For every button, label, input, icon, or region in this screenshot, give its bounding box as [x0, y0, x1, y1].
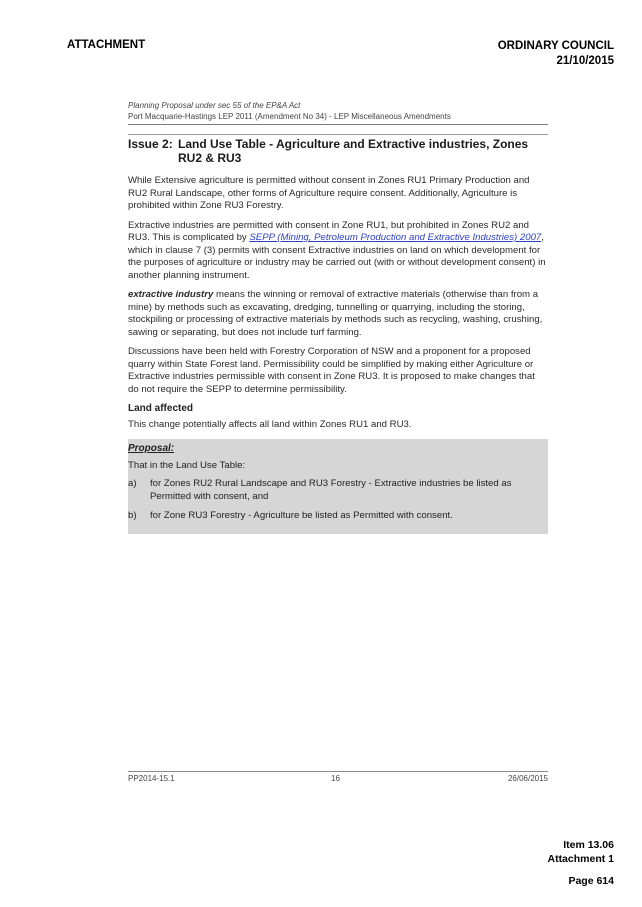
- sepp-link[interactable]: SEPP (Mining, Petroleum Production and Extractive Industries) 2007: [249, 232, 542, 243]
- proposal-item-text: for Zone RU3 Forestry - Agriculture be listed as Permitted with consent.: [150, 510, 453, 521]
- footer-reference: PP2014-15.1: [128, 774, 175, 783]
- running-header-line1: Planning Proposal under sec 55 of the EP&A Act: [128, 101, 301, 110]
- footer-date: 26/06/2015: [507, 774, 548, 783]
- header-meeting-name: ORDINARY COUNCIL: [497, 40, 614, 52]
- document-page: [128, 100, 548, 534]
- proposal-box: [128, 439, 548, 534]
- proposal-item-label: b): [128, 510, 137, 521]
- title-rule: [128, 134, 548, 135]
- proposal-item-label: a): [128, 478, 137, 489]
- proposal-item: [128, 510, 544, 523]
- issue-title: [128, 137, 548, 165]
- proposal-intro: That in the Land Use Table:: [128, 459, 246, 471]
- paragraph-extractive: [128, 220, 548, 283]
- header-meeting-info: [498, 39, 614, 69]
- definition-term: extractive industry: [128, 289, 214, 300]
- paragraph-extractive-end: , which in clause 7 (3) permits with consent Extractive industries on land on which development for the purposes of agriculture or industry may be carried out (with or without development consent) in another planning instrument.: [128, 232, 546, 281]
- attachment-number: Attachment 1: [547, 853, 614, 865]
- header-meeting-date: 21/10/2015: [556, 55, 614, 67]
- header-attachment-label: ATTACHMENT: [67, 39, 146, 51]
- proposal-item-text: for Zones RU2 Rural Landscape and RU3 Forestry - Extractive industries be listed as Permitted with consent, and: [150, 478, 512, 502]
- definition-extractive-industry: [128, 289, 548, 339]
- issue-heading: Land Use Table - Agriculture and Extractive industries, Zones RU2 & RU3: [178, 137, 529, 165]
- agenda-page-number: Page 614: [568, 875, 614, 887]
- issue-number: Issue 2:: [128, 137, 173, 151]
- land-affected-heading: Land affected: [128, 403, 194, 414]
- footer-page-number: 16: [331, 774, 340, 783]
- paragraph-extractive-start: Extractive industries are permitted with consent in Zone RU1, but prohibited in Zones RU2 and RU3. This is complicated by: [128, 219, 530, 243]
- land-affected-text: This change potentially affects all land within Zones RU1 and RU3.: [128, 419, 412, 430]
- running-header: [128, 100, 548, 122]
- attachment-stamp: [547, 838, 614, 888]
- proposal-title: Proposal:: [128, 442, 175, 454]
- definition-text: means the winning or removal of extractive materials (otherwise than from a mine) by methods such as excavating, dredging, tunnelling or quarrying, including the storing, stockpiling or processing of extractive materials by methods such as recycling, washing, crushing, sawing or separating, but does not include turf farming.: [128, 289, 543, 338]
- running-header-line2: Port Macquarie-Hastings LEP 2011 (Amendment No 34) - LEP Miscellaneous Amendments: [128, 112, 451, 121]
- paragraph-agriculture: While Extensive agriculture is permitted without consent in Zones RU1 Primary Production and RU2 Rural Landscape, other forms of Agriculture require consent. Additionally, Agriculture is prohibited within Zone RU3 Forestry.: [128, 175, 530, 211]
- item-number: Item 13.06: [563, 839, 614, 851]
- paragraph-discussions: Discussions have been held with Forestry Corporation of NSW and a proponent for a proposed quarry within State Forest land. Permissibility could be simplified by making either Agriculture or Extractive industries permissible with consent in Zone RU3. It is proposed to make changes that do not require the SEPP to determine permissibility.: [128, 346, 535, 395]
- footer-rule: [128, 771, 548, 772]
- header-rule: [128, 124, 548, 125]
- proposal-item: [128, 478, 544, 503]
